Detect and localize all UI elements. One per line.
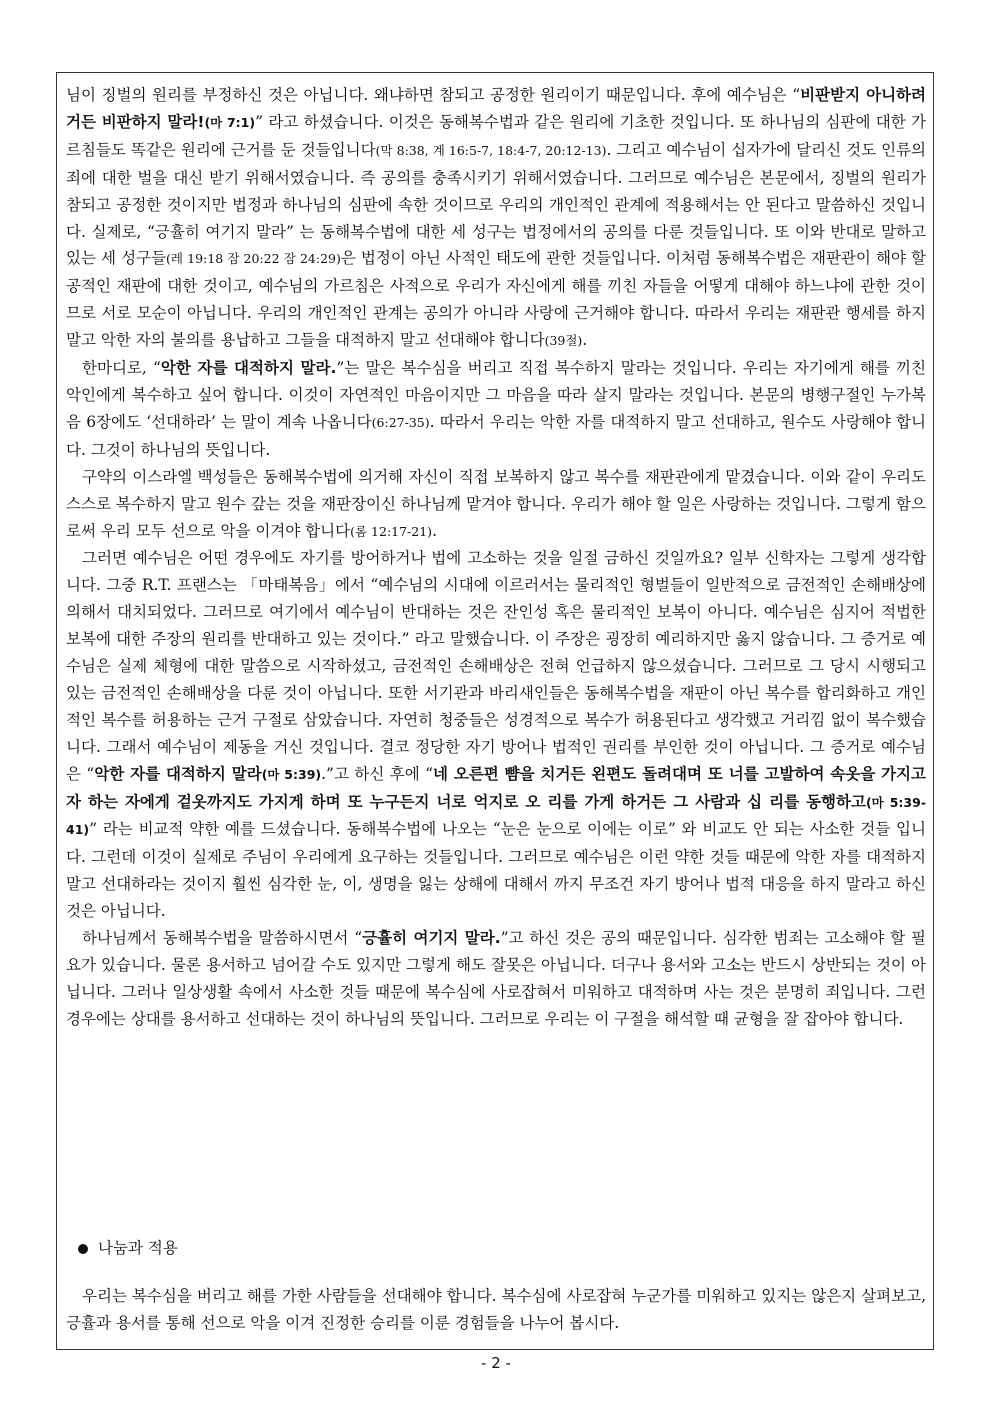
section-title: 나눔과 적용 xyxy=(98,1239,178,1257)
application-paragraph: 우리는 복수심을 버리고 해를 가한 사람들을 선대해야 합니다. 복수심에 사로잡혀 누군가를 미워하고 있지는 않은지 살펴보고, 긍휼과 용서를 통해 선으로 악을 이겨 진정한 승리를 이룬 경험들을 나누어 봅시다. xyxy=(66,1287,926,1332)
scripture-reference: (마 7:1) xyxy=(204,114,256,130)
emphasized-quote: 비판받지 아니하려거든 비판하지 말라! xyxy=(66,86,927,131)
scripture-reference: (막 8:38, 계 16:5-7, 18:4-7, 20:12-13) xyxy=(375,142,607,158)
text-run: 하나님께서 동해복수법을 말씀하시면서 “ xyxy=(82,929,363,948)
text-run: ” 라는 비교적 약한 예를 드셨습니다. 동해복수법에 나오는 “눈은 눈으로 이에는 이로” 와 비교도 안 되는 사소한 것들 입니다. 그런데 이것이 실제로 주님이 우리에게 요구하는 것들입니다. 그러므로 예수님은 이런 약한 것들 때문에 악한 자를 대적하지 말고 선대하라는 것이지 훨씬 심각한 눈, 이, 생명을 잃는 상해에 대해서 까지 무조건 자기 방어나 법적 대응을 하지 말라고 하신 것은 아닙니다. xyxy=(66,820,926,921)
scripture-reference: (6:27-35) xyxy=(371,414,430,430)
text-run: . xyxy=(582,331,588,350)
body-paragraph xyxy=(66,545,926,925)
scripture-reference: (마 5:39-41) xyxy=(66,794,927,838)
text-run: . 따라서 우리는 악한 자를 대적하지 말고 선대하고, 원수도 사랑해야 합니다. 그것이 하나님의 뜻입니다. xyxy=(66,412,926,459)
page-number: - 2 - xyxy=(481,1354,511,1372)
text-run: 그러면 예수님은 어떤 경우에도 자기를 방어하거나 법에 고소하는 것을 일절 금하신 것일까요? 일부 신학자는 그렇게 생각합니다. 그중 R.T. 프랜스는 「마태복음」에서 “예수님의 시대에 이르러서는 물리적인 형벌들이 일반적으로 금전적인 손해배상에 의해서 대치되었다. 그러므로 여기에서 예수님이 반대하는 것은 잔인성 혹은 물리적인 보복이 아니다. 예수님은 심지어 적법한 보복에 대한 주장의 원리를 반대하고 있는 것이다.” 라고 말했습니다. 이 주장은 굉장히 예리하지만 옳지 않습니다. 그 증거로 예수님은 실제 체형에 대한 말씀으로 시작하셨고, 금전적인 손해배상은 전혀 언급하지 않으셨습니다. 그러므로 그 당시 시행되고 있는 금전적인 손해배상을 다룬 것이 아닙니다. 또한 서기관과 바리새인들은 동해복수법을 재판이 아닌 복수를 합리화하고 개인적인 복수를 허용하는 근거 구절로 삼았습니다. 자연히 청중들은 성경적으로 복수가 허용된다고 생각했고 거리낌 없이 복수했습니다. 그래서 예수님이 제동을 거신 것입니다. 결코 정당한 자기 방어나 법적인 권리를 부인한 것이 아닙니다. 그 증거로 예수님은 “ xyxy=(66,549,926,783)
body-paragraph xyxy=(66,355,926,464)
text-run: . xyxy=(432,521,438,540)
text-run: ”는 말은 복수심을 버리고 직접 복수하지 말라는 것입니다. 우리는 자기에게 해를 끼친 악인에게 복수하고 싶어 합니다. 이것이 자연적인 마음이지만 그 마음을 따라 살지 말라는 것입니다. 본문의 병행구절인 누가복음 6장에도 ‘선대하라’ 는 말이 계속 나옵니다 xyxy=(66,359,926,431)
body-paragraph xyxy=(66,82,926,355)
text-run: 한마디로, “ xyxy=(82,359,161,378)
scripture-reference: (롬 12:17-21) xyxy=(350,523,433,539)
bullet-icon xyxy=(78,1244,88,1254)
scripture-reference: (레 19:18 잠 20:22 잠 24:29) xyxy=(166,251,341,267)
sermon-body xyxy=(66,82,926,1033)
emphasized-quote: 네 오른편 뺨을 치거든 왼편도 돌려대며 또 너를 고발하여 속옷을 가지고자 하는 자에게 겉옷까지도 가지게 하며 또 누구든지 너로 억지로 오 리를 가게 하거든 그 사람과 십 리를 동행하고 xyxy=(66,764,927,811)
text-run: 은 법정이 아닌 사적인 태도에 관한 것들입니다. 이처럼 동해복수법은 재판관이 해야 할 공적인 재판에 대한 것이고, 예수님의 가르침은 사적으로 우리가 자신에게 해를 끼친 자들을 어떻게 대해야 하느냐에 관한 것이므로 서로 모순이 아닙니다. 우리의 개인적인 관계는 공의가 아니라 사랑에 근거해야 합니다. 따라서 우리는 재판관 행세를 하지 말고 악한 자의 불의를 용납하고 그들을 대적하지 말고 선대해야 합니다 xyxy=(66,249,926,350)
scripture-reference: (마 5:39) xyxy=(261,766,322,782)
emphasized-quote: 악한 자를 대적하지 말라 xyxy=(94,764,262,783)
body-paragraph xyxy=(66,464,926,546)
body-paragraph xyxy=(66,925,926,1033)
text-run: ”고 하신 것은 공의 때문입니다. 심각한 범죄는 고소해야 할 필요가 있습니다. 물론 용서하고 넘어갈 수도 있지만 그렇게 해도 잘못은 아닙니다. 더구나 용서와 고소는 반드시 상반되는 것이 아닙니다. 그러나 일상생활 속에서 사소한 것들 때문에 복수심에 사로잡혀서 미워하고 대적하며 사는 것은 분명히 죄입니다. 그런 경우에는 상대를 용서하고 선대하는 것이 하나님의 뜻입니다. 그러므로 우리는 이 구절을 해석할 때 균형을 잘 잡아야 합니다. xyxy=(66,929,926,1028)
section-heading xyxy=(78,1236,178,1258)
text-run: 님이 징벌의 원리를 부정하신 것은 아닙니다. 왜냐하면 참되고 공정한 원리이기 때문입니다. 후에 예수님은 “ xyxy=(66,86,801,104)
text-run: ” 라고 하셨습니다. 이것은 동해복수법과 같은 원리에 기초한 것입니다. 또 하나님의 심판에 대한 가르침들도 똑같은 원리에 근거를 둔 것들입니다 xyxy=(66,112,927,159)
application-text xyxy=(66,1283,926,1337)
emphasized-quote: 긍휼히 여기지 말라. xyxy=(362,929,501,948)
text-run: 구약의 이스라엘 백성들은 동해복수법에 의거해 자신이 직접 보복하지 않고 복수를 재판관에게 맡겼습니다. 이와 같이 우리도 스스로 복수하지 말고 원수 갚는 것을 재판장이신 하나님께 맡겨야 합니다. 우리가 해야 할 일은 사랑하는 것입니다. 그렇게 함으로써 우리 모두 선으로 악을 이겨야 합니다 xyxy=(66,467,926,540)
emphasized-quote: 악한 자를 대적하지 말라. xyxy=(160,359,337,378)
scripture-reference: (39절) xyxy=(544,333,583,349)
text-run: . 그리고 예수님이 십자가에 달리신 것도 인류의 죄에 대한 벌을 대신 받기 위해서였습니다. 즉 공의를 충족시키기 위해서였습니다. 그러므로 예수님은 본문에서, 징벌의 원리가 참되고 공정한 것이지만 법정과 하나님의 심판에 속한 것이므로 우리의 개인적인 관계에 적용해서는 안 된다고 말씀하신 것입니다. 실제로, “긍휼히 여기지 말라” 는 동해복수법에 대한 세 성구는 법정에서의 공의를 다룬 것들입니다. 또 이와 반대로 말하고 있는 세 성구들 xyxy=(66,140,927,268)
text-run: .”고 하신 후에 “ xyxy=(321,764,433,783)
